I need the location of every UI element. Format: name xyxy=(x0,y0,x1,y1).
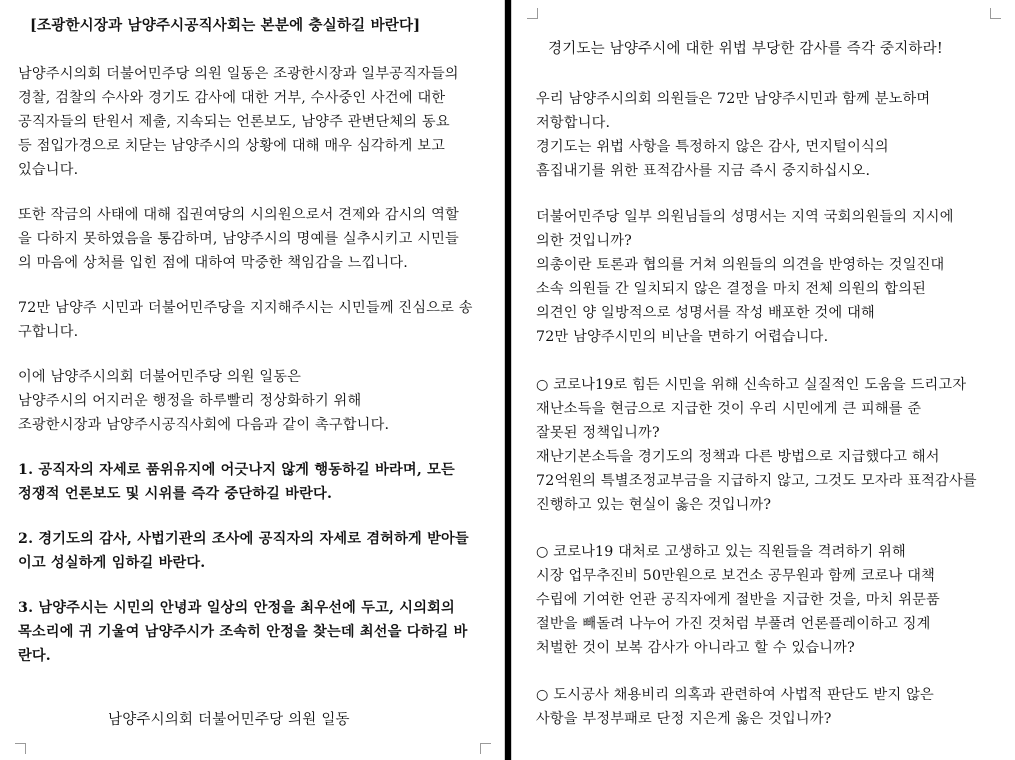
text-line: 의 마음에 상처를 입힌 점에 대하여 막중한 책임감을 느낍니다. xyxy=(18,255,409,271)
left-document-page xyxy=(0,0,505,760)
text-line: 있습니다. xyxy=(18,162,79,178)
text-line: 저항합니다. xyxy=(536,115,611,131)
text-line: 72만 남양주시민의 비난을 면하기 어렵습니다. xyxy=(536,329,829,345)
text-line: 처벌한 것이 보복 감사가 아니라고 할 수 있습니까? xyxy=(536,640,855,656)
left-signature: 남양주시의회 더불어민주당 의원 일동 xyxy=(108,712,350,728)
text-line: 또한 작금의 사태에 대해 집권여당의 시의원으로서 견제와 감시의 역할 xyxy=(18,207,459,223)
text-line: 목소리에 귀 기울여 남양주시가 조속히 안정을 찾는데 최선을 다하길 바 xyxy=(18,624,468,640)
text-line: 잘못된 정책입니까? xyxy=(536,425,660,441)
corner-mark xyxy=(990,8,1001,19)
left-document-title: [조광한시장과 남양주시공직사회는 본분에 충실하길 바란다] xyxy=(30,17,421,34)
corner-mark xyxy=(527,8,538,19)
text-line: 구합니다. xyxy=(18,324,79,340)
text-line: 경찰, 검찰의 수사와 경기도 감사에 대한 거부, 수사중인 사건에 대한 xyxy=(18,90,446,106)
text-line: 재난소득을 현금으로 지급한 것이 우리 시민에게 큰 피해를 준 xyxy=(536,401,922,417)
corner-mark xyxy=(15,743,26,754)
text-line: 72만 남양주 시민과 더불어민주당을 지지해주시는 시민들께 진심으로 송 xyxy=(18,300,473,316)
text-line: 2. 경기도의 감사, 사법기관의 조사에 공직자의 자세로 겸허하게 받아들 xyxy=(18,531,469,547)
text-line: 3. 남양주시는 시민의 안녕과 일상의 안정을 최우선에 두고, 시의회의 xyxy=(18,600,455,616)
text-line: ○ 코로나19 대처로 고생하고 있는 직원들을 격려하기 위해 xyxy=(536,544,906,560)
text-line: 우리 남양주시의회 의원들은 72만 남양주시민과 함께 분노하며 xyxy=(536,91,931,107)
text-line: 절반을 빼돌려 나누어 가진 것처럼 부풀려 언론플레이하고 징계 xyxy=(536,616,931,632)
text-line: 의한 것입니까? xyxy=(536,233,632,249)
text-line: 의총이란 토론과 협의를 거쳐 의원들의 의견을 반영하는 것일진대 xyxy=(536,257,945,273)
text-line: 이에 남양주시의회 더불어민주당 의원 일동은 xyxy=(18,369,302,385)
text-line: 공직자들의 탄원서 제출, 지속되는 언론보도, 남양주 관변단체의 동요 xyxy=(18,114,450,130)
text-line: ○ 코로나19로 힘든 시민을 위해 신속하고 실질적인 도움을 드리고자 xyxy=(536,377,967,393)
text-line: 남양주시의 어지러운 행정을 하루빨리 정상화하기 위해 xyxy=(18,393,362,409)
right-document-title: 경기도는 남양주시에 대한 위법 부당한 감사를 즉각 중지하라! xyxy=(548,41,943,57)
text-line: 시장 업무추진비 50만원으로 보건소 공무원과 함께 코로나 대책 xyxy=(536,568,936,584)
text-line: 진행하고 있는 현실이 옳은 것입니까? xyxy=(536,497,772,513)
text-line: 1. 공직자의 자세로 품위유지에 어긋나지 않게 행동하길 바라며, 모든 xyxy=(18,462,455,478)
text-line: 을 다하지 못하였음을 통감하며, 남양주시의 명예를 실추시키고 시민들 xyxy=(18,231,459,247)
right-document-page xyxy=(511,0,1015,760)
text-line: 정쟁적 언론보도 및 시위를 즉각 중단하길 바란다. xyxy=(18,486,333,502)
text-line: 남양주시의회 더불어민주당 의원 일동은 조광한시장과 일부공직자들의 xyxy=(18,66,459,82)
text-line: 이고 성실하게 임하길 바란다. xyxy=(18,555,206,571)
text-line: ○ 도시공사 채용비리 의혹과 관련하여 사법적 판단도 받지 않은 xyxy=(536,687,934,703)
text-line: 의견인 양 일방적으로 성명서를 작성 배포한 것에 대해 xyxy=(536,305,875,321)
text-line: 경기도는 위법 사항을 특정하지 않은 감사, 먼지털이식의 xyxy=(536,139,889,155)
text-line: 란다. xyxy=(18,648,51,664)
text-line: 72억원의 특별조정교부금을 지급하지 않고, 그것도 모자라 표적감사를 xyxy=(536,473,977,489)
text-line: 수립에 기여한 언관 공직자에게 절반을 지급한 것을, 마치 위문품 xyxy=(536,592,940,608)
text-line: 조광한시장과 남양주시공직사회에 다음과 같이 촉구합니다. xyxy=(18,417,390,433)
text-line: 흠집내기를 위한 표적감사를 지금 즉시 중지하십시오. xyxy=(536,163,871,179)
text-line: 소속 의원들 간 일치되지 않은 결정을 마치 전체 의원의 합의된 xyxy=(536,281,927,297)
text-line: 더불어민주당 일부 의원님들의 성명서는 지역 국회의원들의 지시에 xyxy=(536,209,954,225)
text-line: 등 점입가경으로 치닫는 남양주시의 상황에 대해 매우 심각하게 보고 xyxy=(18,138,446,154)
text-line: 사항을 부정부패로 단정 지은게 옳은 것입니까? xyxy=(536,711,832,727)
corner-mark xyxy=(480,743,491,754)
text-line: 재난기본소득을 경기도의 정책과 다른 방법으로 지급했다고 해서 xyxy=(536,449,940,465)
